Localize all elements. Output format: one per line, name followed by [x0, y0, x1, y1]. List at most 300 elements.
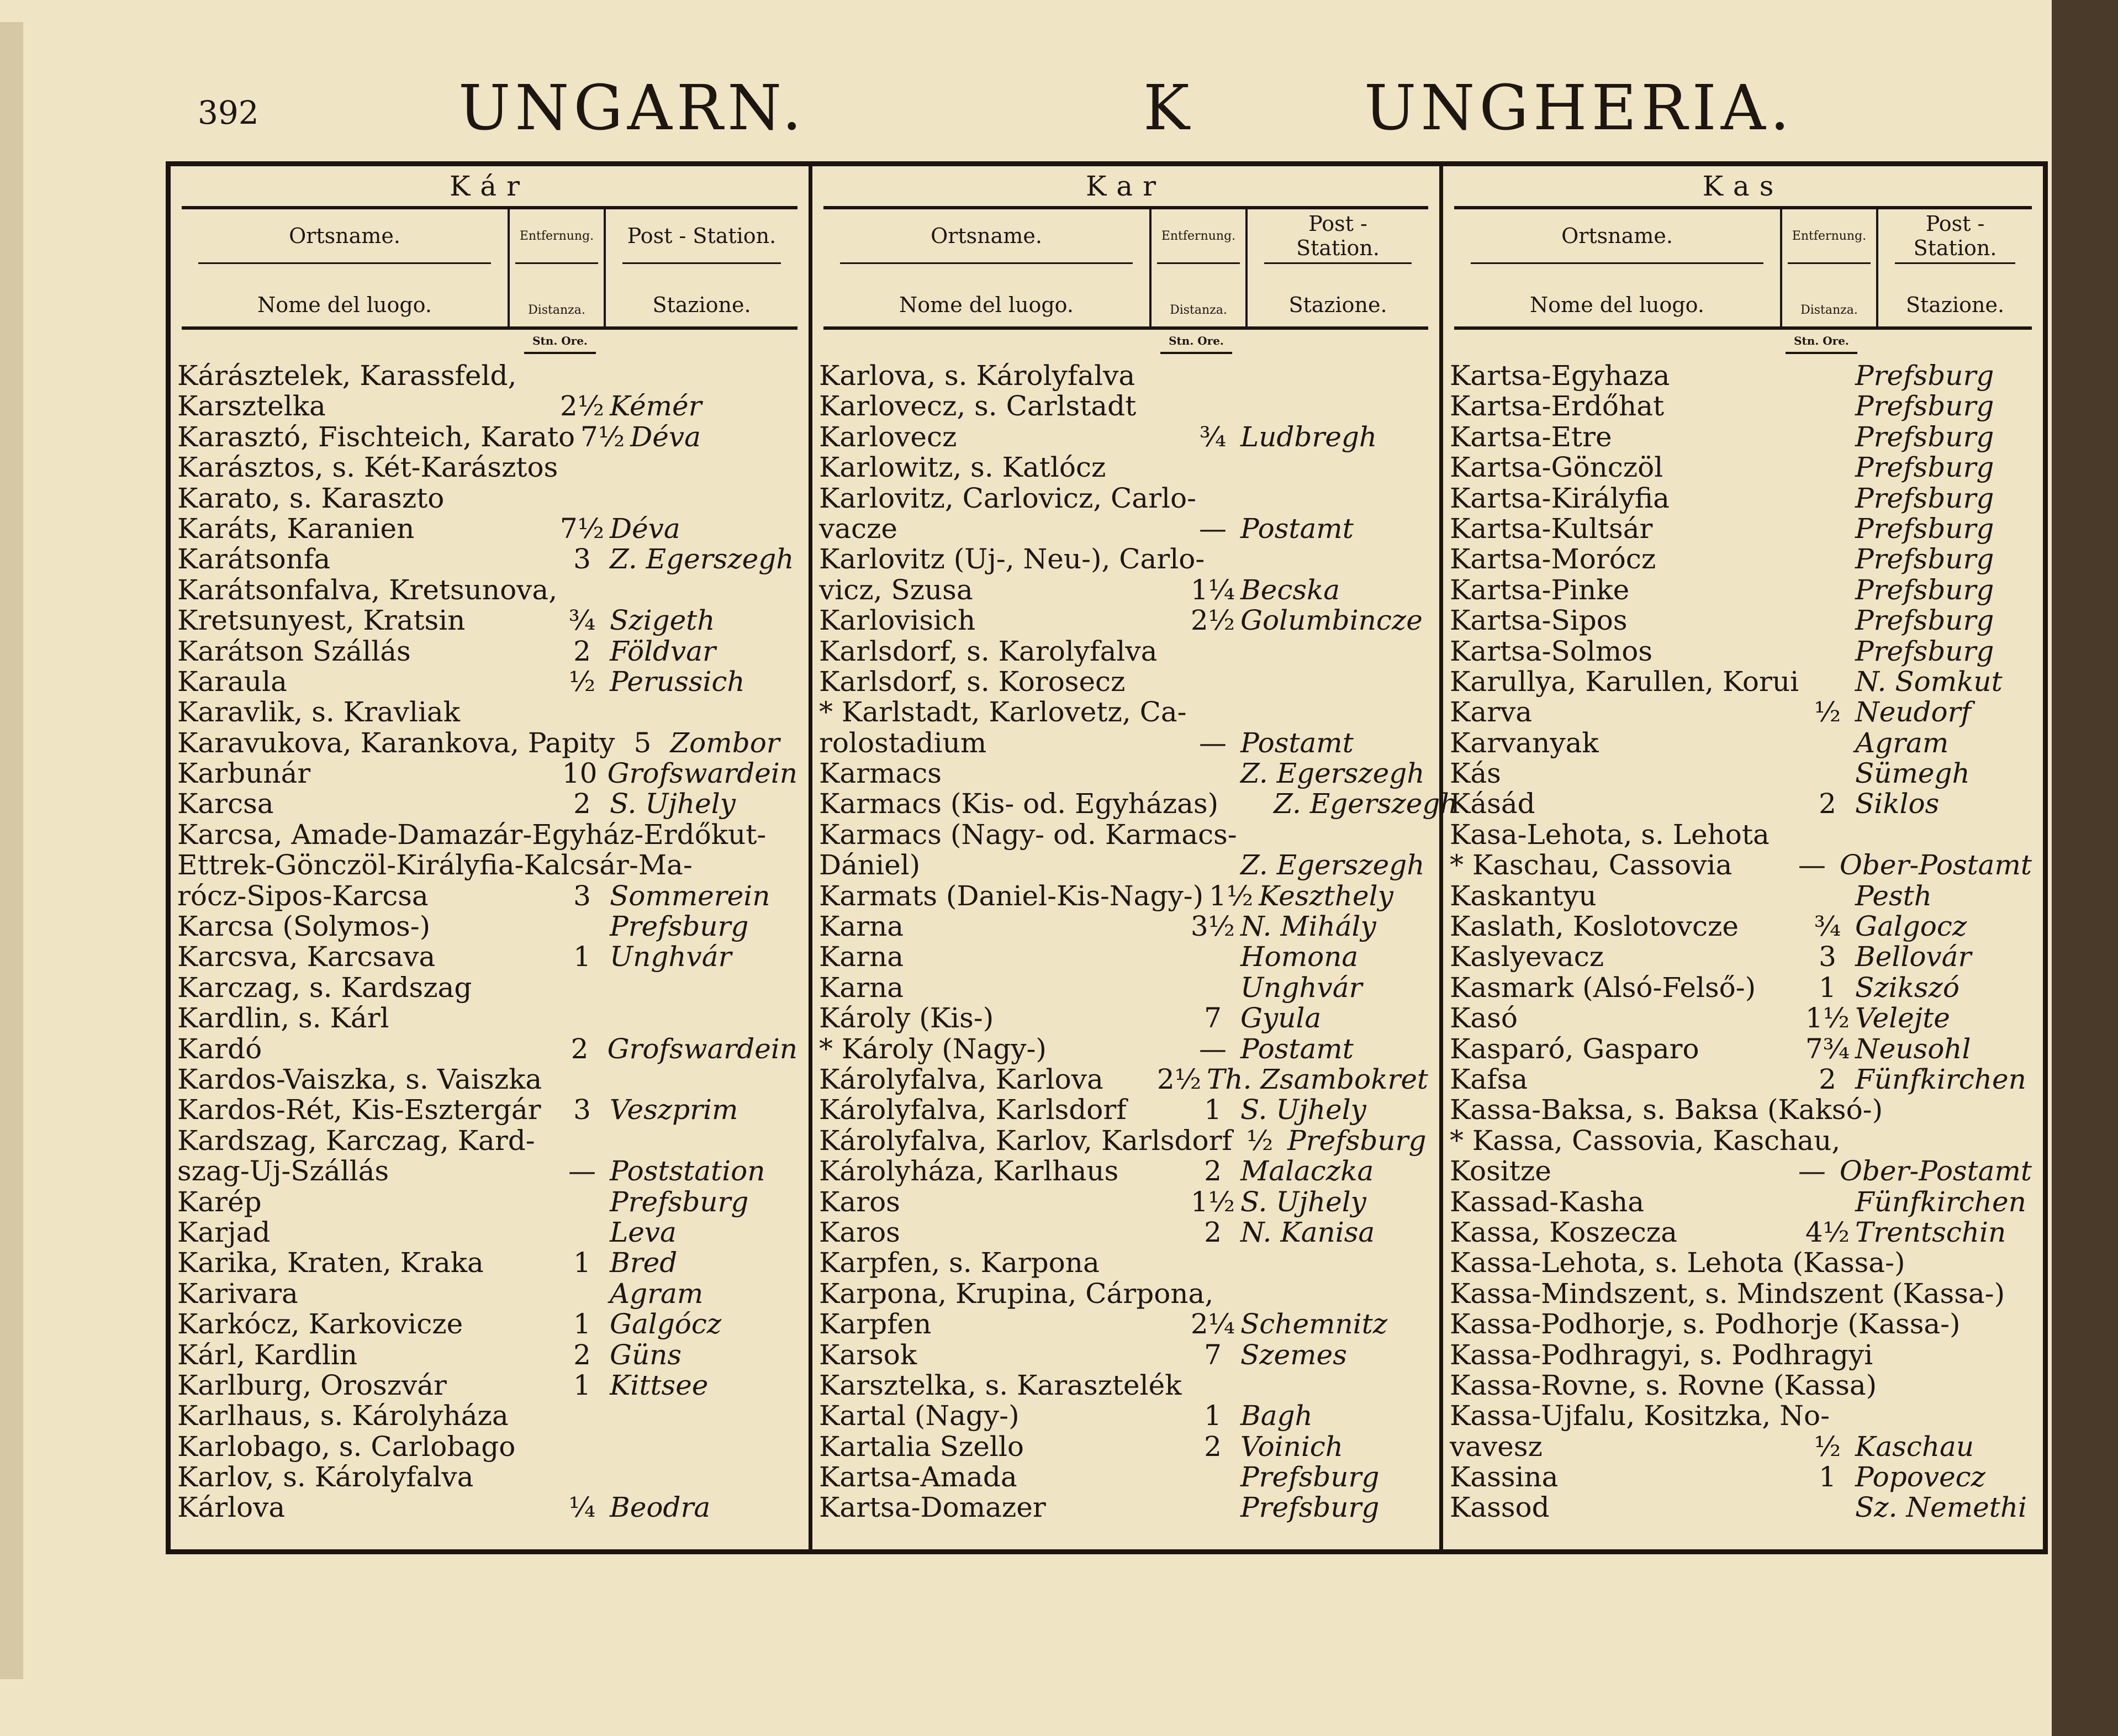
place-name: Karpfen, s. Karpona	[819, 1247, 1100, 1279]
place-name: Karcsa	[177, 788, 274, 820]
place-name: Kartsa-Kultsár	[1450, 512, 1653, 545]
column-header	[823, 209, 1428, 330]
table-row	[177, 1401, 797, 1431]
entry-list	[1450, 361, 2032, 1523]
distance: 2	[573, 635, 591, 667]
place-name: * Károly (Nagy-)	[819, 1032, 1047, 1065]
distance: 7½	[580, 420, 625, 453]
table-row	[819, 1187, 1428, 1217]
table-row	[177, 667, 797, 697]
place-name: Karasztó, Fischteich, Karato	[177, 420, 575, 453]
place-name: Karjad	[177, 1216, 271, 1248]
table-row	[1450, 820, 2032, 850]
post-station: Prefsburg	[1240, 1491, 1380, 1524]
post-station: Trentschin	[1855, 1216, 2006, 1248]
post-station: Prefsburg	[1855, 420, 1994, 453]
post-station: Sz. Nemethi	[1855, 1491, 2027, 1524]
distance: —	[1199, 512, 1227, 545]
place-name: Kardszag, Karczag, Kard-	[177, 1124, 535, 1157]
place-name: Kafsa	[1450, 1063, 1528, 1095]
table-row	[177, 1187, 797, 1217]
post-station: Z. Egerszegh	[1240, 849, 1425, 882]
table-column-2	[812, 166, 1458, 1549]
table-row	[177, 1432, 797, 1462]
place-name: Kartsa-Királyfia	[1450, 482, 1670, 514]
table-row	[1450, 667, 2032, 697]
place-name: Karátsonfa	[177, 543, 331, 576]
table-row	[177, 1309, 797, 1339]
table-row	[1450, 391, 2032, 421]
section-title: Kár	[182, 166, 797, 209]
place-name: Kasparó, Gasparo	[1450, 1032, 1699, 1065]
place-name: Kardó	[177, 1032, 262, 1065]
header-post-it: Stazione.	[652, 293, 751, 317]
place-name: Kardos-Rét, Kis-Esztergár	[177, 1094, 541, 1126]
table-row	[819, 483, 1428, 514]
table-row	[819, 361, 1428, 391]
post-station: Th. Zsambokret	[1207, 1063, 1428, 1095]
post-station: Z. Egerszegh	[1274, 788, 1458, 820]
post-station: Galgocz	[1855, 910, 1967, 943]
post-station: Prefsburg	[1855, 360, 1994, 392]
post-station: Leva	[610, 1216, 677, 1248]
place-name: Kartsa-Gönczöl	[1450, 451, 1663, 484]
table-row	[1450, 575, 2032, 605]
place-name: Karsztelka	[177, 390, 326, 423]
post-station: Agram	[1855, 726, 1949, 759]
post-station: Kémér	[610, 390, 702, 423]
table-row	[819, 1034, 1428, 1064]
place-name: Kaslath, Koslotovcze	[1450, 910, 1739, 943]
table-row	[177, 452, 797, 483]
distance: 1	[573, 941, 591, 973]
table-row	[819, 391, 1428, 421]
post-station: Homona	[1240, 941, 1359, 973]
header-name-cell	[823, 209, 1152, 326]
place-name: Kartsa-Etre	[1450, 420, 1612, 453]
post-station: Golumbincze	[1240, 604, 1423, 637]
post-station: Déva	[610, 512, 680, 545]
post-station: N. Somkut	[1855, 665, 2003, 698]
place-name: Karpona, Krupina, Cárpona,	[819, 1277, 1214, 1310]
place-name: Kartsa-Sipos	[1450, 604, 1628, 637]
distance: —	[1199, 726, 1227, 759]
distance: 2	[1819, 1063, 1836, 1095]
post-station: Postamt	[1240, 1032, 1354, 1065]
table-row	[819, 1492, 1428, 1523]
table-row	[819, 544, 1428, 574]
table-row	[177, 1095, 797, 1125]
distance: 5	[633, 726, 652, 759]
table-row	[819, 1462, 1428, 1492]
place-name: Kartsa-Amada	[819, 1461, 1017, 1494]
place-name: Karpfen	[819, 1308, 932, 1341]
place-name: Karbunár	[177, 757, 311, 790]
place-name: Karavukova, Karankova, Papity	[177, 726, 615, 759]
place-name: rolostadium	[819, 726, 987, 759]
place-name: Karlhaus, s. Károlyháza	[177, 1400, 509, 1432]
place-name: Károlyháza, Karlhaus	[819, 1155, 1119, 1188]
table-row	[1450, 605, 2032, 636]
distance: 2	[571, 1032, 589, 1065]
post-station: Szigeth	[610, 604, 715, 637]
place-name: vacze	[819, 512, 897, 545]
post-station: Grofswardein	[607, 757, 797, 790]
place-name: Kassa-Podhragyi, s. Podhragyi	[1450, 1338, 1873, 1371]
distance: 2	[1204, 1430, 1222, 1463]
distance: ½	[1814, 696, 1841, 729]
table-row	[819, 1401, 1428, 1431]
place-name: szag-Uj-Szállás	[177, 1155, 389, 1188]
table-row	[819, 422, 1428, 452]
place-name: Ettrek-Gönczöl-Királyfia-Kalcsár-Ma-	[177, 849, 693, 882]
post-station: Prefsburg	[1855, 512, 1994, 545]
unit-label: Stn. Ore.	[1786, 330, 1857, 354]
post-station: Neusohl	[1855, 1032, 1971, 1065]
place-name: Kassad-Kasha	[1450, 1185, 1645, 1218]
post-station: S. Ujhely	[610, 788, 736, 820]
distance: —	[568, 1155, 596, 1188]
post-station: Zombor	[670, 726, 780, 759]
post-station: Prefsburg	[1855, 543, 1994, 576]
place-name: Kassa-Mindszent, s. Mindszent (Kassa-)	[1450, 1277, 2005, 1310]
table-row	[177, 973, 797, 1003]
place-name: Karcsa, Amade-Damazár-Egyház-Erdőkut-	[177, 818, 767, 851]
column-header	[1454, 209, 2032, 330]
place-name: Károlyfalva, Karlsdorf	[819, 1094, 1127, 1126]
place-name: Kartal (Nagy-)	[819, 1400, 1020, 1432]
post-station: Postamt	[1240, 726, 1354, 759]
place-name: Kartalia Szello	[819, 1430, 1024, 1463]
place-name: Kretsunyest, Kratsin	[177, 604, 466, 637]
running-head-left: UNGARN.	[458, 72, 806, 144]
header-distance-cell	[1152, 209, 1248, 326]
table-row	[819, 1064, 1428, 1095]
table-row	[819, 575, 1428, 605]
unit-row	[182, 330, 797, 361]
table-row	[1450, 942, 2032, 972]
table-row	[819, 1432, 1428, 1462]
table-row	[1450, 1248, 2032, 1278]
post-station: Sümegh	[1855, 757, 1970, 790]
table-row	[1450, 789, 2032, 819]
post-station: Schemnitz	[1240, 1308, 1388, 1341]
distance: 1	[573, 1247, 591, 1279]
place-name: Karcsa (Solymos-)	[177, 910, 431, 943]
table-row	[1450, 697, 2032, 727]
post-station: Prefsburg	[1855, 390, 1994, 423]
place-name: Karsztelka, s. Karasztelék	[819, 1369, 1182, 1401]
distance: ¾	[568, 604, 596, 637]
table-row	[1450, 544, 2032, 574]
header-distance-de: Entfernung.	[1788, 209, 1871, 264]
place-name: Károly (Kis-)	[819, 1002, 994, 1035]
distance: 10	[562, 757, 598, 790]
post-station: Z. Egerszegh	[1240, 757, 1425, 790]
table-row	[1450, 422, 2032, 452]
table-column-3	[1443, 166, 2043, 1549]
distance: 7	[1204, 1338, 1222, 1371]
place-name: Karlsdorf, s. Karolyfalva	[819, 635, 1158, 667]
table-row	[819, 881, 1428, 911]
place-name: Karivara	[177, 1277, 298, 1310]
table-row	[1450, 636, 2032, 667]
post-station: Prefsburg	[610, 910, 749, 943]
table-row	[1450, 452, 2032, 483]
post-station: Unghvár	[1240, 971, 1362, 1004]
distance: ¾	[1814, 910, 1841, 943]
distance: 1¼	[1190, 573, 1235, 606]
distance: —	[1798, 849, 1826, 882]
distance: —	[1798, 1155, 1826, 1188]
place-name: Kasó	[1450, 1002, 1518, 1035]
distance: ½	[568, 665, 596, 698]
place-name: Kaskantyu	[1450, 879, 1597, 912]
table-row	[1450, 514, 2032, 544]
post-station: Galgócz	[610, 1308, 722, 1341]
header-distance-it: Distanza.	[1170, 303, 1227, 317]
table-row	[1450, 758, 2032, 789]
header-name-de: Ortsname.	[198, 209, 491, 264]
distance: 2½	[559, 390, 605, 423]
post-station: Prefsburg	[1855, 573, 1994, 606]
table-row	[177, 1370, 797, 1401]
table-row	[819, 1279, 1428, 1309]
table-row	[819, 1340, 1428, 1370]
table-row	[819, 605, 1428, 636]
place-name: Karlovitz (Uj-, Neu-), Carlo-	[819, 543, 1205, 576]
place-name: Karna	[819, 971, 904, 1004]
place-name: Kassina	[1450, 1461, 1559, 1494]
table-row	[177, 1492, 797, 1523]
header-post-cell	[1878, 209, 2032, 326]
header-distance-it: Distanza.	[1800, 303, 1858, 317]
post-station: Becska	[1240, 573, 1340, 606]
distance: 2½	[1156, 1063, 1202, 1095]
post-station: Veszprim	[610, 1094, 738, 1126]
header-name-cell	[182, 209, 510, 326]
table-row	[1450, 1064, 2032, 1095]
table-row	[1450, 1462, 2032, 1492]
table-row	[819, 452, 1428, 483]
post-station: Kittsee	[610, 1369, 709, 1401]
post-station: Beodra	[610, 1491, 711, 1524]
table-row	[1450, 1309, 2032, 1339]
table-row	[177, 1003, 797, 1033]
place-name: Kartsa-Pinke	[1450, 573, 1630, 606]
place-name: Karlovitz, Carlovicz, Carlo-	[819, 482, 1197, 514]
table-row	[1450, 850, 2032, 880]
table-row	[177, 575, 797, 605]
header-distance-de: Entfernung.	[515, 209, 598, 264]
table-row	[819, 758, 1428, 789]
place-name: Karna	[819, 941, 904, 973]
place-name: Kás	[1450, 757, 1501, 790]
post-station: Fünfkirchen	[1855, 1185, 2026, 1218]
post-station: S. Ujhely	[1240, 1094, 1366, 1126]
header-name-de: Ortsname.	[840, 209, 1133, 264]
table-row	[177, 391, 797, 421]
table-row	[819, 728, 1428, 758]
distance: 2¼	[1190, 1308, 1235, 1341]
post-station: Prefsburg	[1855, 635, 1994, 667]
place-name: * Kassa, Cassovia, Kaschau,	[1450, 1124, 1841, 1157]
place-name: Karlowitz, s. Katlócz	[819, 451, 1106, 484]
post-station: Prefsburg	[610, 1185, 749, 1218]
place-name: vavesz	[1450, 1430, 1543, 1463]
table-row	[819, 514, 1428, 544]
table-row	[819, 1370, 1428, 1401]
unit-label: Stn. Ore.	[524, 330, 596, 354]
table-row	[819, 942, 1428, 972]
post-station: Prefsburg	[1287, 1124, 1427, 1157]
table-row	[1450, 1126, 2032, 1156]
table-row	[177, 422, 797, 452]
place-name: Kassa-Podhorje, s. Podhorje (Kassa-)	[1450, 1308, 1961, 1341]
post-station: Fünfkirchen	[1855, 1063, 2026, 1095]
place-name: Karlova, s. Károlyfalva	[819, 360, 1135, 392]
post-station: Prefsburg	[1855, 482, 1994, 514]
place-name: Károlyfalva, Karlova	[819, 1063, 1103, 1095]
table-row	[819, 973, 1428, 1003]
table-row	[177, 697, 797, 727]
table-row	[1450, 1340, 2032, 1370]
place-name: Karczag, s. Kardszag	[177, 971, 472, 1004]
distance: —	[1199, 1032, 1227, 1065]
distance: 2	[1204, 1155, 1222, 1188]
distance: 2	[573, 788, 591, 820]
page-number: 392	[198, 94, 259, 131]
place-name: Karmacs (Kis- od. Egyházas)	[819, 788, 1219, 820]
distance: 3	[573, 879, 591, 912]
header-post-de: Post - Station.	[1895, 209, 2015, 264]
running-head-right: UNGHERIA.	[1364, 72, 1794, 144]
table-row	[1450, 1034, 2032, 1064]
gazetteer-table	[166, 161, 2048, 1554]
place-name: Karlburg, Oroszvár	[177, 1369, 447, 1401]
place-name: Kassa-Baksa, s. Baksa (Kaksó-)	[1450, 1094, 1883, 1126]
table-row	[177, 1156, 797, 1186]
distance: 2	[1204, 1216, 1222, 1248]
place-name: Karmats (Daniel-Kis-Nagy-)	[819, 879, 1204, 912]
place-name: Kárásztelek, Karassfeld,	[177, 360, 517, 392]
distance: ¼	[568, 1491, 596, 1524]
post-station: Földvar	[610, 635, 716, 667]
post-station: Malaczka	[1240, 1155, 1374, 1188]
table-row	[177, 1340, 797, 1370]
distance: 2½	[1190, 604, 1235, 637]
header-distance-cell	[1782, 209, 1878, 326]
post-station: Güns	[610, 1338, 682, 1371]
post-station: Ludbregh	[1240, 420, 1377, 453]
place-name: Kassa-Lehota, s. Lehota (Kassa-)	[1450, 1247, 1905, 1279]
table-row	[177, 1034, 797, 1064]
place-name: * Kaschau, Cassovia	[1450, 849, 1733, 882]
post-station: Poststation	[610, 1155, 765, 1188]
table-row	[177, 911, 797, 942]
post-station: Neudorf	[1855, 696, 1972, 729]
post-station: Prefsburg	[1855, 451, 1994, 484]
post-station: Szemes	[1240, 1338, 1347, 1371]
place-name: Karika, Kraten, Kraka	[177, 1247, 484, 1279]
unit-row	[823, 330, 1428, 361]
post-station: S. Ujhely	[1240, 1185, 1366, 1218]
place-name: Karaula	[177, 665, 287, 698]
place-name: Karmacs (Nagy- od. Karmacs-	[819, 818, 1237, 851]
book-spine	[2052, 0, 2118, 1736]
post-station: Z. Egerszegh	[610, 543, 794, 576]
table-row	[1450, 1432, 2032, 1462]
header-post-cell	[606, 209, 797, 326]
table-row	[177, 789, 797, 819]
place-name: Kassa, Koszecza	[1450, 1216, 1677, 1248]
distance: 1½	[1190, 1185, 1235, 1218]
table-row	[177, 1279, 797, 1309]
place-name: Karásztos, s. Két-Karásztos	[177, 451, 558, 484]
place-name: Kartsa-Erdőhat	[1450, 390, 1665, 423]
place-name: Karsok	[819, 1338, 917, 1371]
post-station: Agram	[610, 1277, 704, 1310]
place-name: Károlyfalva, Karlov, Karlsdorf	[819, 1124, 1233, 1157]
place-name: Karkócz, Karkovicze	[177, 1308, 463, 1341]
table-row	[1450, 1401, 2032, 1431]
place-name: Kassa-Ujfalu, Kositzka, No-	[1450, 1400, 1830, 1432]
table-row	[177, 514, 797, 544]
distance: 3	[573, 1094, 591, 1126]
post-station: Siklos	[1855, 788, 1940, 820]
distance: 1½	[1208, 879, 1254, 912]
header-post-de: Post - Station.	[1264, 209, 1412, 264]
table-row	[1450, 1279, 2032, 1309]
table-row	[177, 1248, 797, 1278]
place-name: Karva	[1450, 696, 1533, 729]
header-name-cell	[1454, 209, 1782, 326]
table-row	[177, 881, 797, 911]
table-column-1	[171, 166, 812, 1549]
distance: 3½	[1190, 910, 1235, 943]
header-name-it: Nome del luogo.	[899, 293, 1074, 317]
distance: 1	[1819, 971, 1836, 1004]
column-header	[182, 209, 797, 330]
place-name: Karlovecz, s. Carlstadt	[819, 390, 1137, 423]
table-row	[819, 1126, 1428, 1156]
place-name: Karos	[819, 1185, 900, 1218]
post-station: Gyula	[1240, 1002, 1322, 1035]
place-name: Karátsonfalva, Kretsunova,	[177, 573, 558, 606]
post-station: Grofswardein	[607, 1032, 797, 1065]
table-row	[1450, 973, 2032, 1003]
place-name: Kartsa-Morócz	[1450, 543, 1656, 576]
place-name: Kassa-Rovne, s. Rovne (Kassa)	[1450, 1369, 1877, 1401]
post-station: Popovecz	[1855, 1461, 1986, 1494]
post-station: Pesth	[1855, 879, 1932, 912]
post-station: Bagh	[1240, 1400, 1313, 1432]
table-row	[177, 1217, 797, 1248]
post-station: Prefsburg	[1855, 604, 1994, 637]
table-row	[819, 1003, 1428, 1033]
distance: 1	[573, 1369, 591, 1401]
place-name: Karmacs	[819, 757, 942, 790]
table-row	[1450, 1156, 2032, 1186]
table-row	[819, 1248, 1428, 1278]
place-name: Kasa-Lehota, s. Lehota	[1450, 818, 1770, 851]
table-row	[1450, 1492, 2032, 1523]
distance: 1½	[1805, 1002, 1850, 1035]
place-name: Karato, s. Karaszto	[177, 482, 445, 514]
table-row	[177, 544, 797, 574]
distance: 1	[1204, 1094, 1222, 1126]
header-post-cell	[1248, 209, 1428, 326]
